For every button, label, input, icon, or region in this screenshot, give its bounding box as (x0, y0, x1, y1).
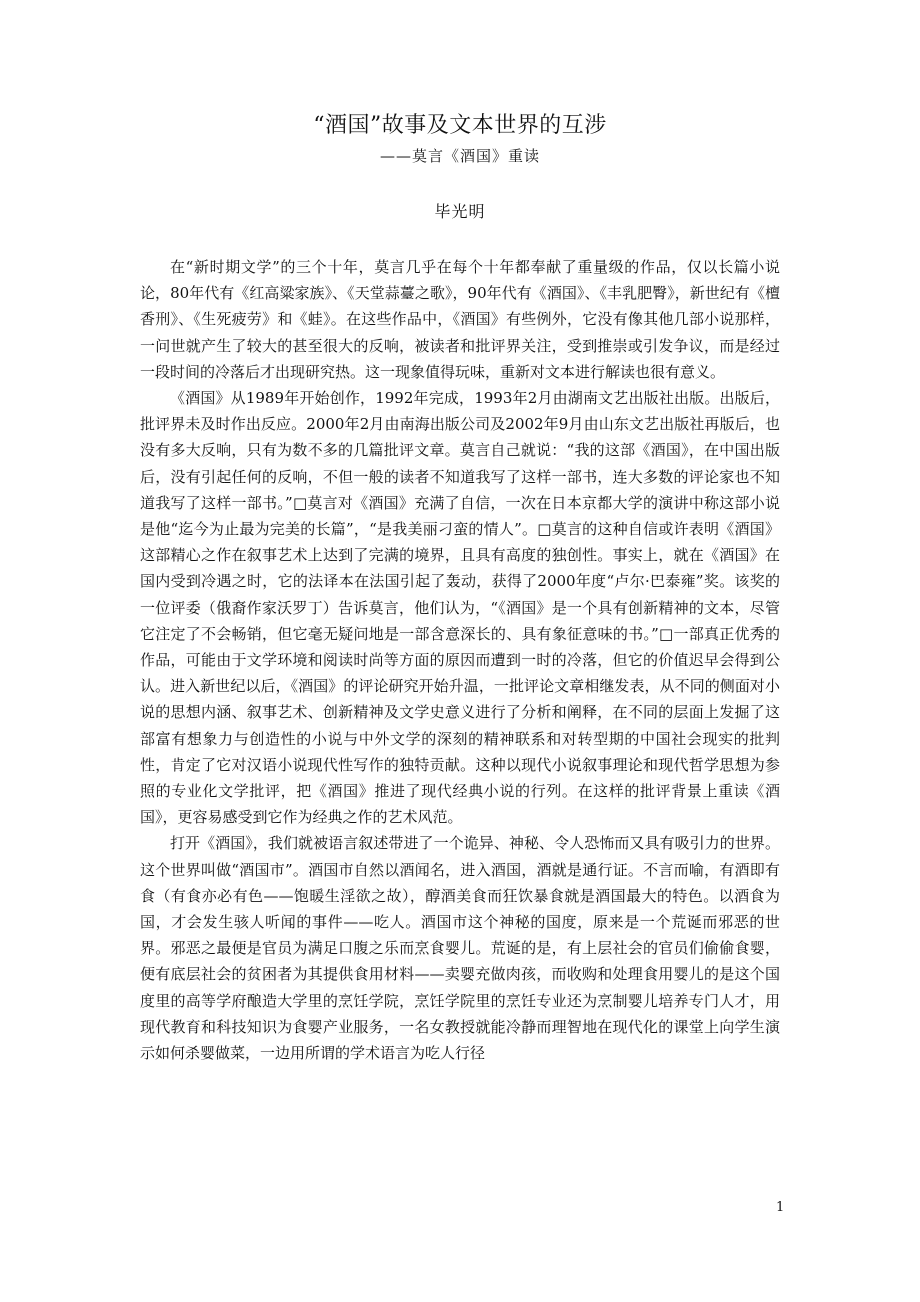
paragraph-3: 打开《酒国》，我们就被语言叙述带进了一个诡异、神秘、令人恐怖而又具有吸引力的世界。这个世界叫做“酒国市”。酒国市自然以酒闻名，进入酒国，酒就是通行证。不言而喻，有酒即有食（有食亦必有色——饱暖生淫欲之故），醇酒美食而狂饮暴食就是酒国最大的特色。以酒食为国，才会发生骇人听闻的事件——吃人。酒国市这个神秘的国度，原来是一个荒诞而邪恶的世界。邪恶之最便是官员为满足口腹之乐而烹食婴儿。荒诞的是，有上层社会的官员们偷偷食婴，便有底层社会的贫困者为其提供食用材料——卖婴充做肉孩，而收购和处理食用婴儿的是这个国度里的高等学府酿造大学里的烹饪学院，烹饪学院里的烹饪专业还为烹制婴儿培养专门人才，用现代教育和科技知识为食婴产业服务，一名女教授就能冷静而理智地在现代化的课堂上向学生演示如何杀婴做菜，一边用所谓的学术语言为吃人行径 (140, 834, 780, 1063)
paragraph-1: 在“新时期文学”的三个十年，莫言几乎在每个十年都奉献了重量级的作品，仅以长篇小说论，80年代有《红高粱家族》、《天堂蒜薹之歌》，90年代有《酒国》、《丰乳肥臀》，新世纪有《檀香刑》、《生死疲劳》和《蛙》。在这些作品中，《酒国》有些例外，它没有像其他几部小说那样，一问世就产生了较大的甚至很大的反响，被读者和批评界关注，受到推崇或引发争议，而是经过一段时间的冷落后才出现研究热。这一现象值得玩味，重新对文本进行解读也很有意义。 (140, 258, 780, 381)
page-number: 1 (776, 1200, 785, 1215)
author-name: 毕光明 (434, 202, 486, 221)
article-subtitle: ——莫言《酒国》重读 (379, 147, 540, 165)
paragraph-2: 《酒国》从1989年开始创作，1992年完成，1993年2月由湖南文艺出版社出版。出版后，批评界未及时作出反应。2000年2月由南海出版公司及2002年9月由山东文艺出版社再版后，也没有多大反响，只有为数不多的几篇批评文章。莫言自己就说：“我的这部《酒国》，在中国出版后，没有引起任何的反响，不但一般的读者不知道我写了这样一部书，连大多数的评论家也不知道我写了这样一部书。”□莫言对《酒国》充满了自信，一次在日本京都大学的演讲中称这部小说是他“迄今为止最为完美的长篇”，“是我美丽刁蛮的情人”。□莫言的这种自信或许表明《酒国》这部精心之作在叙事艺术上达到了完满的境界，且具有高度的独创性。事实上，就在《酒国》在国内受到冷遇之时，它的法译本在法国引起了轰动，获得了2000年度“卢尔·巴泰雍”奖。该奖的一位评委（俄裔作家沃罗丁）告诉莫言，他们认为，“《酒国》是一个具有创新精神的文本，尽管它注定了不会畅销，但它毫无疑问地是一部含意深长的、具有象征意味的书。”□一部真正优秀的作品，可能由于文学环境和阅读时尚等方面的原因而遭到一时的冷落，但它的价值迟早会得到公认。进入新世纪以后，《酒国》的评论研究开始升温，一批评论文章相继发表，从不同的侧面对小说的思想内涵、叙事艺术、创新精神及文学史意义进行了分析和阐释，在不同的层面上发掘了这部富有想象力与创造性的小说与中外文学的深刻的精神联系和对转型期的中国社会现实的批判性，肯定了它对汉语小说现代性写作的独特贡献。这种以现代小说叙事理论和现代哲学思想为参照的专业化文学批评，把《酒国》推进了现代经典小说的行列。在这样的批评背景上重读《酒国》，更容易感受到它作为经典之作的艺术风范。 (140, 389, 780, 827)
article-body (140, 254, 780, 1066)
article-title: “酒国”故事及文本世界的互涉 (313, 113, 607, 138)
